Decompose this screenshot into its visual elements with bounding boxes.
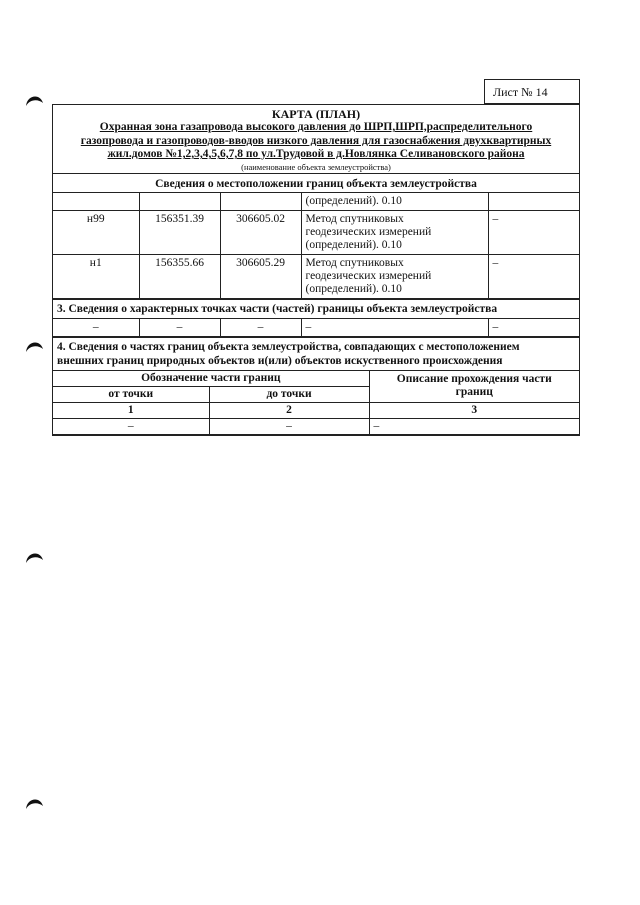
sheet-number-box	[484, 79, 580, 104]
table-row	[53, 319, 579, 337]
method-line: геодезических измерений	[305, 269, 432, 282]
column-number: 1	[53, 402, 209, 418]
method-line: (определений). 0.10	[305, 194, 402, 207]
binder-hole-mark	[24, 796, 44, 810]
dash-cell: –	[209, 418, 369, 434]
point-id-cell	[53, 193, 139, 211]
to-point-header: до точки	[209, 386, 369, 402]
y-coord-cell	[220, 193, 301, 211]
note-cell: –	[488, 210, 579, 254]
dash-cell: –	[53, 319, 139, 337]
from-point-header: от точки	[53, 386, 209, 402]
x-coord-cell: 156355.66	[139, 254, 220, 298]
object-name-caption: (наименование объекта землеустройства)	[241, 161, 391, 172]
description-header-line: Описание прохождения части	[396, 373, 552, 385]
dash-cell: –	[220, 319, 301, 337]
binder-hole-mark	[24, 550, 44, 564]
point-id-cell: н99	[53, 210, 139, 254]
dash-cell: –	[53, 418, 209, 434]
method-cell	[301, 193, 488, 211]
table-header-row	[53, 371, 579, 387]
y-coord-cell: 306605.29	[220, 254, 301, 298]
y-coord-cell: 306605.02	[220, 210, 301, 254]
dash-cell: –	[488, 319, 579, 337]
land-map-document	[52, 104, 580, 436]
section-3-title: 3. Сведения о характерных точках части (частей) границы объекта землеустройства	[53, 299, 579, 319]
section-4-title	[53, 337, 579, 371]
note-cell	[488, 193, 579, 211]
table-row	[53, 210, 579, 254]
boundary-points-table	[53, 193, 579, 299]
table-row	[53, 254, 579, 298]
boundary-part-header: Обозначение части границ	[53, 371, 369, 387]
method-cell	[301, 254, 488, 298]
method-line: (определений). 0.10	[305, 282, 402, 295]
method-line: (определений). 0.10	[305, 238, 402, 251]
section-3-table	[53, 319, 579, 337]
section-4-title-line: 4. Сведения о частях границ объекта землеустройства, совпадающих с местоположением	[57, 340, 520, 353]
method-line: геодезических измерений	[305, 225, 432, 238]
dash-cell: –	[301, 319, 488, 337]
object-name-line-3: жил.домов №1,2,3,4,5,6,7,8 по ул.Трудовой в д.Новлянка Селивановского района	[107, 148, 525, 160]
column-number: 3	[369, 402, 579, 418]
document-title: КАРТА (ПЛАН)	[271, 107, 361, 121]
dash-cell: –	[139, 319, 220, 337]
binder-hole-mark	[24, 339, 44, 353]
sheet-number: Лист № 14	[493, 85, 548, 99]
point-id-cell: н1	[53, 254, 139, 298]
binder-hole-mark	[24, 93, 44, 107]
object-name-line-1: Охранная зона газапровода высокого давления до ШРП,ШРП,распределительного	[99, 121, 533, 133]
section-4-table	[53, 371, 579, 435]
note-cell: –	[488, 254, 579, 298]
column-number: 2	[209, 402, 369, 418]
method-line: Метод спутниковых	[305, 212, 404, 225]
boundary-location-heading: Сведения о местоположении границ объекта землеустройства	[53, 174, 579, 193]
object-name-line-2: газопровода и газопроводов-вводов низкого давления для газоснабжения двухквартирных	[80, 134, 552, 147]
description-header-line: границ	[455, 386, 493, 398]
x-coord-cell: 156351.39	[139, 210, 220, 254]
dash-cell: –	[369, 418, 579, 434]
x-coord-cell	[139, 193, 220, 211]
column-number-row	[53, 402, 579, 418]
description-header	[369, 371, 579, 403]
section-4-title-line: внешних границ природных объектов и(или) объектов искуственного происхождения	[57, 354, 503, 367]
method-line: Метод спутниковых	[305, 256, 404, 269]
table-row	[53, 418, 579, 434]
table-row	[53, 193, 579, 211]
title-block	[53, 105, 579, 174]
method-cell	[301, 210, 488, 254]
